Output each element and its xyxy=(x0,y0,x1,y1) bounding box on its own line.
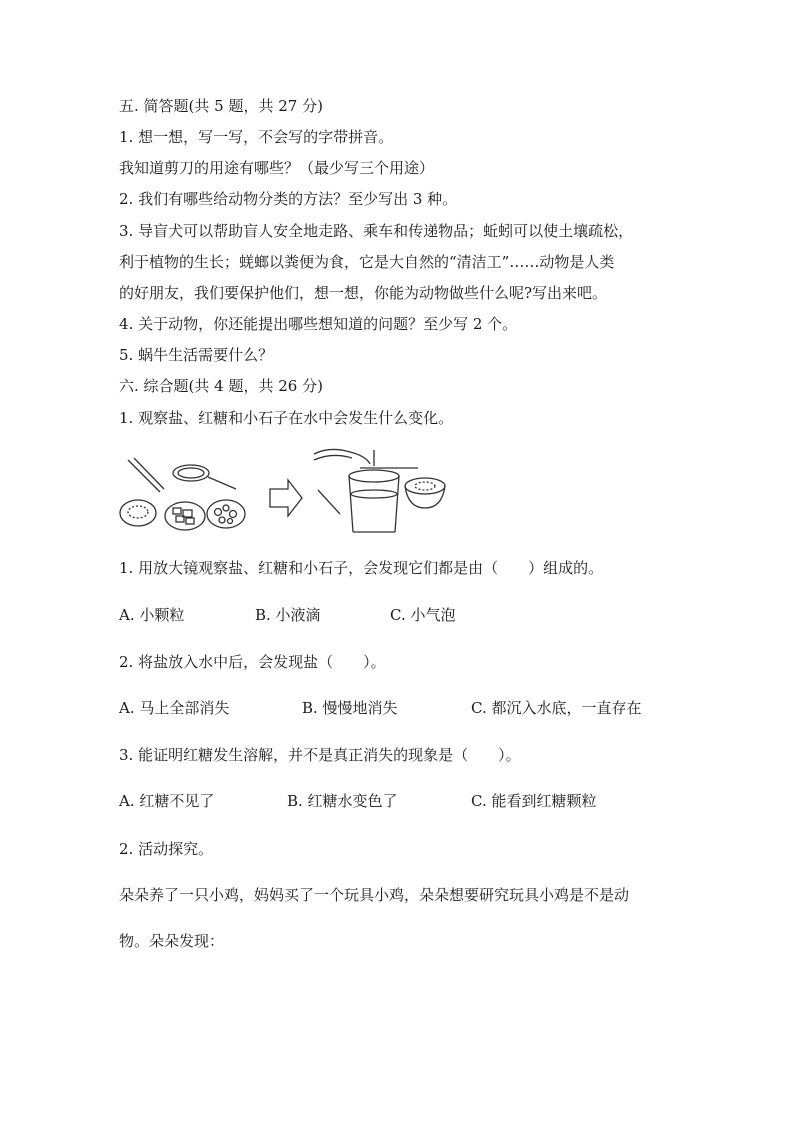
s5-q1-line2: 我知道剪刀的用途有哪些？（最少写三个用途） xyxy=(119,159,435,177)
arrow-icon xyxy=(270,480,302,516)
s6-sub1-option-c: C. 小气泡 xyxy=(390,606,456,624)
hand-icon xyxy=(314,449,374,466)
s5-q3-line1: 3. 导盲犬可以帮助盲人安全地走路、乘车和传递物品；蚯蚓可以使土壤疏松， xyxy=(119,222,634,240)
s6-sub1-question: 1. 用放大镜观察盐、红糖和小石子，会发现它们都是由（ ）组成的。 xyxy=(119,559,604,577)
glass-of-water-icon xyxy=(349,468,418,532)
s6-sub3-question: 3. 能证明红糖发生溶解，并不是真正消失的现象是（ ）。 xyxy=(119,746,521,764)
s5-q2: 2. 我们有哪些给动物分类的方法？至少写出 3 种。 xyxy=(119,190,458,208)
s6-q2-line1: 朵朵养了一只小鸡，妈妈买了一个玩具小鸡，朵朵想要研究玩具小鸡是不是动 xyxy=(119,886,630,904)
s6-sub1-option-b: B. 小液滴 xyxy=(255,606,321,624)
s6-sub2-option-c: C. 都沉入水底，一直存在 xyxy=(471,699,642,717)
experiment-figure xyxy=(118,446,448,534)
s6-q1-intro: 1. 观察盐、红糖和小石子在水中会发生什么变化。 xyxy=(119,409,454,427)
brown-sugar-dish-icon xyxy=(165,502,205,530)
section5-heading: 五. 简答题(共 5 题，共 27 分) xyxy=(119,97,323,115)
s5-q3-line3: 的好朋友，我们要保护他们，想一想，你能为动物做些什么呢?写出来吧。 xyxy=(119,284,608,302)
s5-q3-line2: 利于植物的生长；蜣螂以粪便为食，它是大自然的“清洁工”……动物是人类 xyxy=(119,253,615,271)
magnifier-icon xyxy=(173,465,236,489)
s6-sub3-option-b: B. 红糖水变色了 xyxy=(287,792,398,810)
s6-sub3-option-a: A. 红糖不见了 xyxy=(119,792,215,810)
stirring-stick-icon xyxy=(318,490,340,514)
s6-sub2-option-a: A. 马上全部消失 xyxy=(119,699,230,717)
s6-q2-title: 2. 活动探究。 xyxy=(119,840,214,858)
s6-sub1-option-a: A. 小颗粒 xyxy=(119,606,185,624)
salt-dish-icon xyxy=(120,500,156,526)
chopsticks-icon xyxy=(128,458,164,492)
bowl-icon xyxy=(405,478,445,508)
s5-q5: 5. 蜗牛生活需要什么？ xyxy=(119,346,274,364)
s6-q2-line2: 物。朵朵发现： xyxy=(119,932,225,950)
s5-q1-line1: 1. 想一想，写一写，不会写的字带拼音。 xyxy=(119,128,394,146)
s6-sub2-question: 2. 将盐放入水中后，会发现盐（ ）。 xyxy=(119,653,386,671)
section6-heading: 六. 综合题(共 4 题，共 26 分) xyxy=(119,377,323,395)
s6-sub3-option-c: C. 能看到红糖颗粒 xyxy=(471,792,597,810)
s6-sub2-option-b: B. 慢慢地消失 xyxy=(302,699,398,717)
s5-q4: 4. 关于动物，你还能提出哪些想知道的问题？至少写 2 个。 xyxy=(119,315,518,333)
stones-dish-icon xyxy=(207,500,245,528)
